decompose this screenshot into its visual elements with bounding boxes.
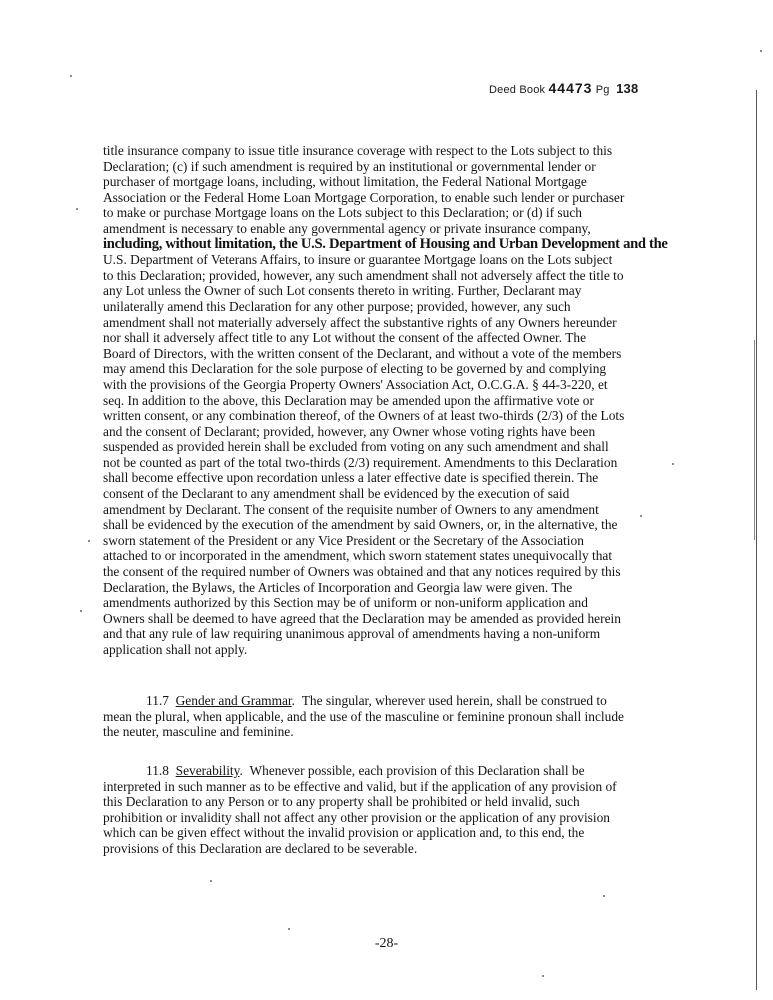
section-11-8-first-line: 11.8 Severability. Whenever possible, each provision of this Declaration shall be	[146, 763, 585, 778]
section-11-7-number: 11.7	[146, 693, 169, 708]
body-line: shall be evidenced by the execution of the amendment by said Owners, or, in the alternative, the	[103, 517, 618, 533]
body-line: application shall not apply.	[103, 642, 248, 657]
body-line: mean the plural, when applicable, and the use of the masculine or feminine pronoun shall include	[103, 708, 624, 724]
section-11-7-heading: Gender and Grammar	[175, 693, 292, 708]
body-line: the consent of the required number of Owners was obtained and that any notices required by this	[103, 564, 621, 580]
scan-speck	[672, 463, 674, 465]
body-line: purchaser of mortgage loans, including, without limitation, the Federal National Mortgage	[103, 174, 587, 190]
body-line: Board of Directors, with the written consent of the Declarant, and without a vote of the members	[103, 345, 622, 361]
section-11-8-intro: Whenever possible, each provision of this Declaration shall be	[249, 763, 585, 778]
stamp-page-label: Pg	[595, 84, 610, 96]
body-line: unilaterally amend this Declaration for any other purpose; provided, however, any such	[103, 298, 571, 314]
body-line: with the provisions of the Georgia Property Owners' Association Act, O.C.G.A. § 44-3-220, et	[103, 376, 608, 392]
body-line: sworn statement of the President or any Vice President or the Secretary of the Association	[103, 532, 584, 548]
body-line: and the consent of Declarant; provided, however, any Owner whose voting rights have been	[103, 423, 596, 439]
section-11-8-number: 11.8	[146, 763, 169, 778]
body-line: attached to or incorporated in the amendment, which sworn statement states unequivocally that	[103, 548, 613, 564]
body-line: nor shall it adversely affect title to any Lot without the consent of the affected Owner. The	[103, 330, 587, 346]
body-line: including, without limitation, the U.S. Department of Housing and Urban Development and the	[103, 235, 668, 252]
body-line: amendments authorized by this Section may be of uniform or non-uniform application and	[103, 595, 588, 611]
scan-speck	[760, 50, 762, 52]
body-line: U.S. Department of Veterans Affairs, to insure or guarantee Mortgage loans on the Lots subject	[103, 252, 613, 268]
stamp-page-number: 138	[616, 81, 639, 96]
body-line: consent of the Declarant to any amendment shall be evidenced by the execution of said	[103, 486, 570, 502]
page-number-footer: -28-	[374, 936, 399, 951]
body-line: not be counted as part of the total two-thirds (2/3) requirement. Amendments to this Declaration	[103, 454, 618, 470]
body-line: which can be given effect without the invalid provision or application and, to this end, the	[103, 825, 585, 841]
body-line: Declaration, the Bylaws, the Articles of Incorporation and Georgia law were given. The	[103, 579, 573, 595]
section-11-7-intro: The singular, wherever used herein, shall be construed to	[301, 693, 607, 708]
body-line: prohibition or invalidity shall not affect any other provision or the application of any provision	[103, 809, 611, 825]
body-line: to this Declaration; provided, however, any such amendment shall not adversely affect the title to	[103, 267, 624, 283]
stamp-prefix: Deed Book	[489, 84, 546, 96]
body-line: amendment by Declarant. The consent of the requisite number of Owners to any amendment	[103, 501, 599, 517]
scan-speck	[288, 928, 290, 930]
body-line: Declaration; (c) if such amendment is required by an institutional or governmental lender or	[103, 158, 596, 174]
body-line: Owners shall be deemed to have agreed that the Declaration may be amended as provided herein	[103, 610, 621, 626]
body-line: the neuter, masculine and feminine.	[103, 724, 294, 740]
body-line: seq. In addition to the above, this Declaration may be amended upon the affirmative vote or	[103, 392, 594, 408]
scan-speck	[210, 880, 212, 882]
scan-speck	[88, 540, 90, 542]
body-line: this Declaration to any Person or to any property shall be prohibited or held invalid, such	[103, 794, 580, 810]
body-line: any Lot unless the Owner of such Lot consents thereto in writing. Further, Declarant may	[103, 283, 582, 299]
body-line: interpreted in such manner as to be effective and valid, but if the application of any provision of	[103, 778, 617, 794]
body-line: Association or the Federal Home Loan Mortgage Corporation, to enable such lender or purchaser	[103, 189, 625, 205]
section-11-8-heading: Severability	[175, 763, 240, 778]
body-line: amendment shall not materially adversely affect the substantive rights of any Owners hereunder	[103, 314, 617, 330]
scan-speck	[640, 515, 642, 517]
section-11-7-first-line: 11.7 Gender and Grammar. The singular, wherever used herein, shall be construed to	[146, 693, 607, 708]
scan-speck	[603, 895, 605, 897]
body-line: and that any rule of law requiring unanimous approval of amendments having a non-uniform	[103, 626, 601, 642]
scan-speck	[76, 208, 78, 210]
body-line: suspended as provided herein shall be excluded from voting on any such amendment and shall	[103, 439, 609, 455]
deed-book-stamp	[489, 80, 638, 96]
body-line: title insurance company to issue title insurance coverage with respect to the Lots subject to this	[103, 143, 613, 158]
body-line: to make or purchase Mortgage loans on the Lots subject to this Declaration; or (d) if such	[103, 205, 582, 221]
scan-speck	[70, 75, 72, 77]
scan-edge-line	[756, 90, 757, 990]
amendment-paragraph	[103, 143, 668, 658]
scan-speck	[542, 975, 544, 977]
body-line: written consent, or any combination thereof, of the Owners of at least two-thirds (2/3) of the Lots	[103, 408, 625, 424]
scan-edge-line	[754, 340, 755, 540]
body-line: amendment is necessary to enable any governmental agency or private insurance company,	[103, 220, 591, 236]
section-11-7	[103, 693, 663, 740]
stamp-book-number: 44473	[548, 80, 593, 96]
body-line: may amend this Declaration for the sole purpose of electing to be governed by and complying	[103, 361, 607, 377]
scan-speck	[80, 610, 82, 612]
section-11-8	[103, 763, 663, 857]
body-line: provisions of this Declaration are declared to be severable.	[103, 840, 418, 856]
body-line: shall become effective upon recordation unless a later effective date is specified therein. The	[103, 470, 599, 486]
